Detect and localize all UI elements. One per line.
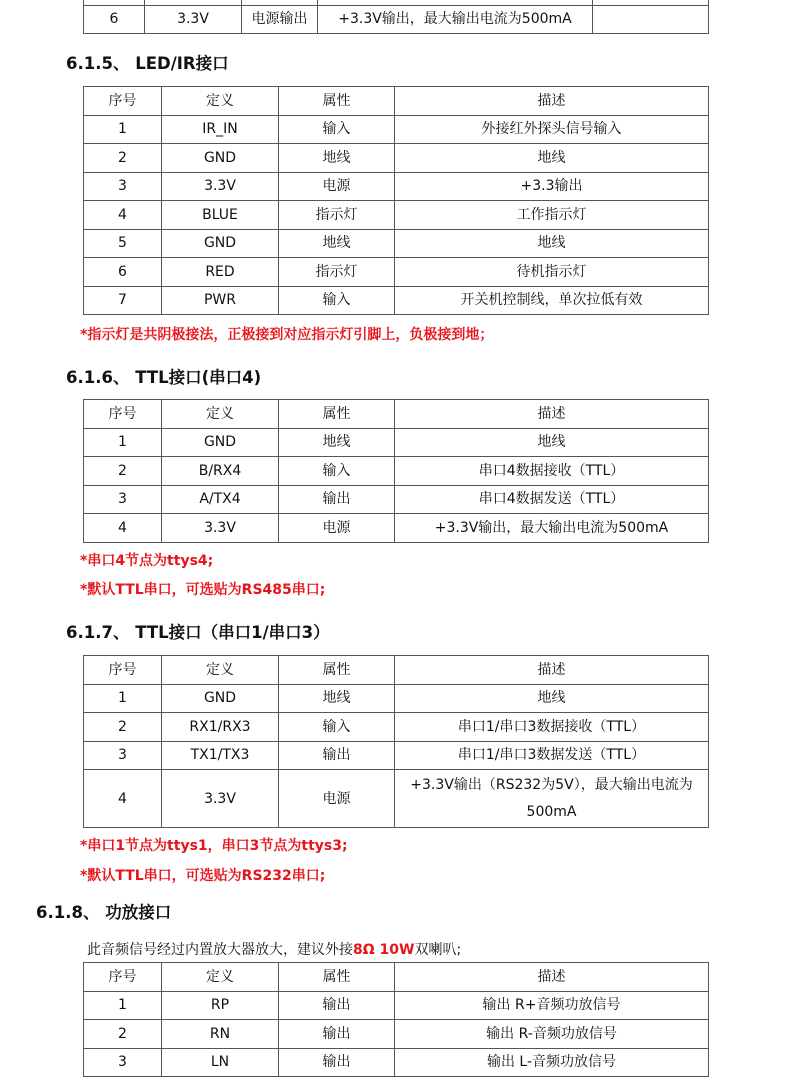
column-header: 描述 [395, 87, 709, 116]
table-cell: RED [162, 258, 279, 287]
table-cell: 3.3V [162, 172, 279, 201]
table-cell: 2 [84, 713, 162, 742]
table-cell: +3.3V输出，最大输出电流为500mA [318, 5, 593, 34]
table-cell: 输出 R+音频功放信号 [395, 991, 709, 1020]
table-header-row [84, 656, 709, 685]
amplifier-description-tail: 双喇叭; [414, 942, 462, 958]
table-cell: 串口1/串口3数据接收（TTL） [395, 713, 709, 742]
table-row [84, 115, 709, 144]
table-header-row [84, 400, 709, 429]
table-row [84, 770, 709, 828]
column-header: 序号 [84, 400, 162, 429]
amplifier-table [83, 962, 709, 1077]
table-cell: 4 [84, 770, 162, 828]
table-cell: 输入 [279, 713, 395, 742]
column-header: 序号 [84, 963, 162, 992]
table-cell: 输出 R-音频功放信号 [395, 1020, 709, 1049]
column-header: 描述 [395, 400, 709, 429]
table-cell: 4 [84, 514, 162, 543]
table-cell: 地线 [395, 684, 709, 713]
table-cell: 电源 [279, 514, 395, 543]
table-cell: 5 [84, 229, 162, 258]
table-cell: 1 [84, 428, 162, 457]
table-cell: TX1/TX3 [162, 741, 279, 770]
section-heading-ttl4: 6.1.6、 TTL接口(串口4) [66, 368, 262, 387]
table-cell: 电源 [279, 770, 395, 828]
note-rs232: *默认TTL串口，可选贴为RS232串口; [80, 868, 326, 884]
column-header: 序号 [84, 87, 162, 116]
table-cell: 4 [84, 201, 162, 230]
table-cell: 1 [84, 115, 162, 144]
table-row [84, 5, 709, 34]
column-header: 属性 [279, 87, 395, 116]
column-header: 定义 [162, 963, 279, 992]
table-cell: RP [162, 991, 279, 1020]
table-cell: 串口1/串口3数据发送（TTL） [395, 741, 709, 770]
table-cell: 工作指示灯 [395, 201, 709, 230]
table-cell: 输出 L-音频功放信号 [395, 1048, 709, 1077]
note-ttys4: *串口4节点为ttys4; [80, 553, 214, 569]
table-row [84, 684, 709, 713]
table-cell: A/TX4 [162, 485, 279, 514]
table-row [84, 1020, 709, 1049]
table-row [84, 457, 709, 486]
table-row [84, 713, 709, 742]
table-header-row [84, 963, 709, 992]
section-heading-amplifier: 6.1.8、 功放接口 [36, 903, 172, 922]
column-header: 定义 [162, 400, 279, 429]
table-cell: 输入 [279, 457, 395, 486]
table-cell: 6 [84, 258, 162, 287]
table-cell: 1 [84, 991, 162, 1020]
column-header: 属性 [279, 963, 395, 992]
table-row [84, 741, 709, 770]
note-ttys1-ttys3: *串口1节点为ttys1，串口3节点为ttys3; [80, 838, 348, 854]
table-row [84, 201, 709, 230]
table-cell: 输入 [279, 286, 395, 315]
table-cell: RN [162, 1020, 279, 1049]
table-cell: 输出 [279, 485, 395, 514]
table-row [84, 172, 709, 201]
table-cell: 3 [84, 485, 162, 514]
table-cell: 3 [84, 741, 162, 770]
led-ir-table [83, 86, 709, 315]
table-cell: 输出 [279, 1020, 395, 1049]
table-row [84, 485, 709, 514]
table-cell: 地线 [395, 229, 709, 258]
ttl4-table [83, 399, 709, 543]
table-cell: 1 [84, 684, 162, 713]
table-cell: 地线 [395, 144, 709, 173]
table-row [84, 991, 709, 1020]
column-header: 描述 [395, 963, 709, 992]
table-cell: GND [162, 684, 279, 713]
table-cell: 3.3V [162, 770, 279, 828]
column-header: 描述 [395, 656, 709, 685]
table-cell: PWR [162, 286, 279, 315]
section-heading-ttl13: 6.1.7、 TTL接口（串口1/串口3） [66, 623, 330, 642]
column-header: 序号 [84, 656, 162, 685]
table-cell: 输出 [279, 991, 395, 1020]
ttl13-table [83, 655, 709, 828]
table-cell: 7 [84, 286, 162, 315]
table-cell: 地线 [279, 428, 395, 457]
table-row [84, 1048, 709, 1077]
table-row [84, 286, 709, 315]
amplifier-description-text: 此音频信号经过内置放大器放大，建议外接 [87, 942, 353, 958]
amplifier-description [87, 939, 461, 959]
table-cell: 3 [84, 172, 162, 201]
table-cell: 地线 [279, 229, 395, 258]
note-rs485: *默认TTL串口，可选贴为RS485串口; [80, 582, 326, 598]
table-cell: +3.3输出 [395, 172, 709, 201]
table-cell: 指示灯 [279, 258, 395, 287]
table-cell: 电源 [279, 172, 395, 201]
table-cell: 3.3V [145, 5, 242, 34]
column-header: 定义 [162, 656, 279, 685]
section-heading-led-ir: 6.1.5、 LED/IR接口 [66, 54, 229, 73]
table-cell: 地线 [395, 428, 709, 457]
column-header: 属性 [279, 656, 395, 685]
table-cell: B/RX4 [162, 457, 279, 486]
table-cell: 串口4数据发送（TTL） [395, 485, 709, 514]
table-cell: BLUE [162, 201, 279, 230]
table-cell: RX1/RX3 [162, 713, 279, 742]
table-cell: 开关机控制线，单次拉低有效 [395, 286, 709, 315]
table-cell: GND [162, 428, 279, 457]
table-cell: 3 [84, 1048, 162, 1077]
table-cell: 地线 [279, 684, 395, 713]
note-led-indicator: *指示灯是共阴极接法，正极接到对应指示灯引脚上，负极接到地； [80, 327, 494, 343]
power-table-partial [83, 0, 709, 34]
table-cell: 输出 [279, 741, 395, 770]
table-cell: 待机指示灯 [395, 258, 709, 287]
table-cell: 2 [84, 457, 162, 486]
column-header: 属性 [279, 400, 395, 429]
table-cell: GND [162, 144, 279, 173]
table-cell: 指示灯 [279, 201, 395, 230]
table-row [84, 144, 709, 173]
table-cell: 外接红外探头信号输入 [395, 115, 709, 144]
table-cell: IR_IN [162, 115, 279, 144]
table-cell: 输入 [279, 115, 395, 144]
table-cell: +3.3V输出，最大输出电流为500mA [395, 514, 709, 543]
table-cell: 地线 [279, 144, 395, 173]
table-row [84, 258, 709, 287]
table-cell: 输出 [279, 1048, 395, 1077]
table-cell: 2 [84, 144, 162, 173]
table-cell: 6 [84, 5, 145, 34]
table-cell [593, 5, 709, 34]
table-row [84, 428, 709, 457]
table-cell: 3.3V [162, 514, 279, 543]
table-cell: 2 [84, 1020, 162, 1049]
table-row [84, 514, 709, 543]
table-cell: 电源输出 [242, 5, 318, 34]
table-row [84, 229, 709, 258]
table-cell: LN [162, 1048, 279, 1077]
table-header-row [84, 87, 709, 116]
column-header: 定义 [162, 87, 279, 116]
table-cell: +3.3V输出（RS232为5V），最大输出电流为500mA [395, 770, 709, 828]
speaker-spec-highlight: 8Ω 10W [353, 942, 415, 958]
table-cell: 串口4数据接收（TTL） [395, 457, 709, 486]
table-cell: GND [162, 229, 279, 258]
